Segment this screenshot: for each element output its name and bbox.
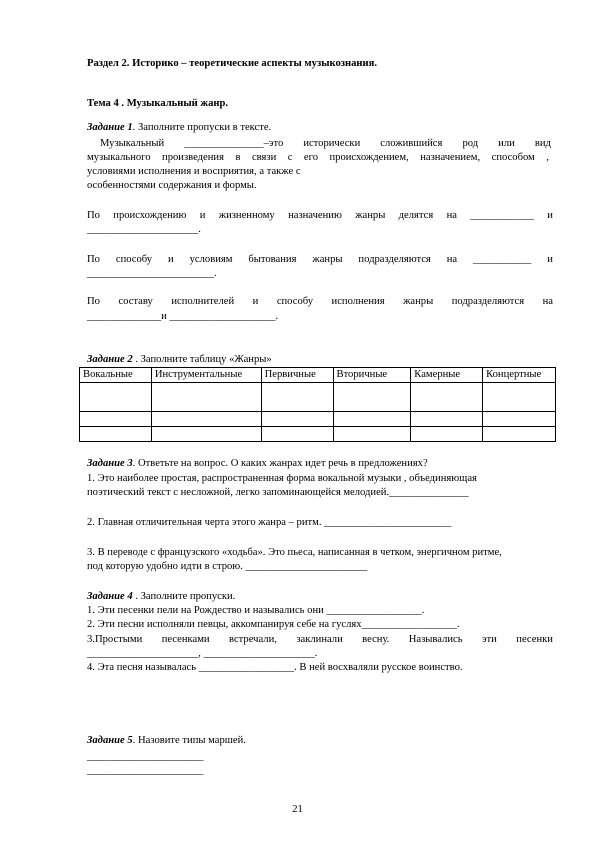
header-concert: Концертные (483, 368, 556, 383)
word: жанры (403, 296, 434, 307)
table-cell[interactable] (80, 383, 152, 412)
word: назначению (288, 210, 342, 221)
table-cell[interactable] (333, 412, 411, 427)
word: песенки (516, 634, 553, 645)
word: Музыкальный (100, 138, 165, 149)
task5-label: Задание 5 (87, 735, 133, 746)
word: исполнителей (171, 296, 235, 307)
task1-para1-cont: _____________________. (87, 224, 201, 235)
table-cell[interactable] (151, 412, 261, 427)
task1-para2 (87, 254, 553, 266)
task4-s2: 2. Эти песни исполняли певцы, аккомпанируя себе на гуслях__________________. (87, 619, 460, 630)
task1-para3 (87, 296, 553, 308)
task5-instruction: . Назовите типы маршей. (132, 735, 246, 746)
word: песенками (161, 634, 210, 645)
task1-line1 (100, 138, 551, 150)
word: или (498, 138, 515, 149)
word: подразделяются (451, 296, 525, 307)
task1-line4: особенностями содержания и формы. (87, 180, 257, 191)
word: заклинали (296, 634, 343, 645)
word: сложившийся (380, 138, 443, 149)
task4-instruction: . Заполните пропуски. (132, 591, 236, 602)
word: По (87, 254, 100, 265)
word: встречали, (229, 634, 277, 645)
task5-line1: ______________________ (87, 751, 204, 762)
table-cell[interactable] (151, 383, 261, 412)
task3-q1-line1: 1. Это наиболее простая, распространенная форма вокальной музыки , объединяющая (87, 473, 477, 484)
word: с (287, 152, 293, 163)
word: Назывались (408, 634, 463, 645)
task3-label: Задание 3 (87, 458, 133, 469)
word: и (252, 296, 259, 307)
word: По (87, 210, 100, 221)
table-cell[interactable] (411, 427, 483, 442)
table-row (80, 412, 556, 427)
task4-s1: 1. Эти песенки пели на Рождество и назывались они __________________. (87, 605, 425, 616)
word: способу (276, 296, 314, 307)
word: в (235, 152, 241, 163)
table-cell[interactable] (411, 412, 483, 427)
word: 3.Простыми (87, 634, 143, 645)
word: условиям (189, 254, 233, 265)
task1-heading (87, 122, 271, 134)
task3-q3-line2: под которую удобно идти в строю. _______________________ (87, 561, 368, 572)
word: составу (118, 296, 153, 307)
header-secondary: Вторичные (333, 368, 411, 383)
table-cell[interactable] (80, 412, 152, 427)
genres-table (79, 367, 556, 442)
word: вид (534, 138, 551, 149)
task1-para3-cont: ______________и ____________________. (87, 311, 279, 322)
word: и (547, 254, 553, 265)
task4-s3 (87, 634, 553, 646)
task1-line2 (87, 152, 549, 164)
word: По (87, 296, 100, 307)
task5-heading (87, 735, 246, 747)
word: на (446, 254, 458, 265)
task1-para1 (87, 210, 553, 222)
task4-s3-cont: _____________________, _____________________. (87, 648, 318, 659)
word: и (199, 210, 206, 221)
word: род (462, 138, 479, 149)
task2-instruction: . Заполните таблицу «Жанры» (132, 354, 272, 365)
header-vocal: Вокальные (80, 368, 152, 383)
header-instrumental: Инструментальные (151, 368, 261, 383)
word: подразделяются (358, 254, 431, 265)
task2-heading (87, 354, 272, 366)
table-cell[interactable] (483, 383, 556, 412)
word: и (168, 254, 174, 265)
task1-instruction: . Заполните пропуски в тексте. (132, 122, 272, 133)
word: делятся (398, 210, 434, 221)
task4-s4: 4. Эта песня называлась __________________. В ней восхваляли русское воинство. (87, 662, 463, 673)
table-row (80, 427, 556, 442)
page-number: 21 (292, 803, 303, 815)
table-header-row (80, 368, 556, 383)
task3-heading (87, 458, 428, 470)
table-cell[interactable] (483, 427, 556, 442)
task1-para2-cont: ________________________. (87, 268, 217, 279)
word: происхождению (113, 210, 187, 221)
word: назначением, (420, 152, 481, 163)
table-cell[interactable] (151, 427, 261, 442)
word: жанры (312, 254, 343, 265)
table-cell[interactable] (261, 383, 333, 412)
word: произведения (162, 152, 224, 163)
task1-label: Задание 1 (87, 122, 133, 133)
word: способом (491, 152, 535, 163)
table-cell[interactable] (483, 412, 556, 427)
word: эти (482, 634, 497, 645)
word: _______________–это (184, 138, 284, 149)
task1-line3: условиями исполнения и восприятия, а также с (87, 166, 301, 177)
word: исполнения (331, 296, 385, 307)
task3-q3-line1: 3. В переводе с французского «ходьба». Это пьеса, написанная в четком, энергичном ритме, (87, 547, 502, 558)
table-cell[interactable] (411, 383, 483, 412)
word: на (542, 296, 553, 307)
word: бытования (248, 254, 297, 265)
table-row (80, 383, 556, 412)
task4-label: Задание 4 (87, 591, 133, 602)
word: происхождением, (329, 152, 409, 163)
word: ____________ (470, 210, 534, 221)
task3-q2: 2. Главная отличительная черта этого жанра – ритм. ________________________ (87, 517, 452, 528)
table-cell[interactable] (333, 383, 411, 412)
task3-q1-line2: поэтический текст с несложной, легко запоминающейся мелодией._______________ (87, 487, 469, 498)
table-cell[interactable] (80, 427, 152, 442)
word: жанры (355, 210, 386, 221)
word: музыкального (87, 152, 151, 163)
word: , (546, 152, 549, 163)
header-chamber: Камерные (411, 368, 483, 383)
task5-line2: ______________________ (87, 765, 204, 776)
section-title: Раздел 2. Историко – теоретические аспекты музыкознания. (87, 58, 377, 69)
table-cell[interactable] (261, 427, 333, 442)
table-cell[interactable] (261, 412, 333, 427)
task4-heading (87, 591, 235, 603)
word: его (303, 152, 319, 163)
word: на (446, 210, 457, 221)
word: ___________ (473, 254, 532, 265)
word: весну. (362, 634, 390, 645)
table-cell[interactable] (333, 427, 411, 442)
task2-label: Задание 2 (87, 354, 133, 365)
topic-title: Тема 4 . Музыкальный жанр. (87, 98, 229, 109)
word: жизненному (218, 210, 275, 221)
word: связи (251, 152, 277, 163)
word: и (547, 210, 553, 221)
task3-instruction: . Ответьте на вопрос. О каких жанрах идет речь в предложениях? (132, 458, 428, 469)
word: исторически (303, 138, 361, 149)
word: способу (115, 254, 153, 265)
header-primary: Первичные (261, 368, 333, 383)
